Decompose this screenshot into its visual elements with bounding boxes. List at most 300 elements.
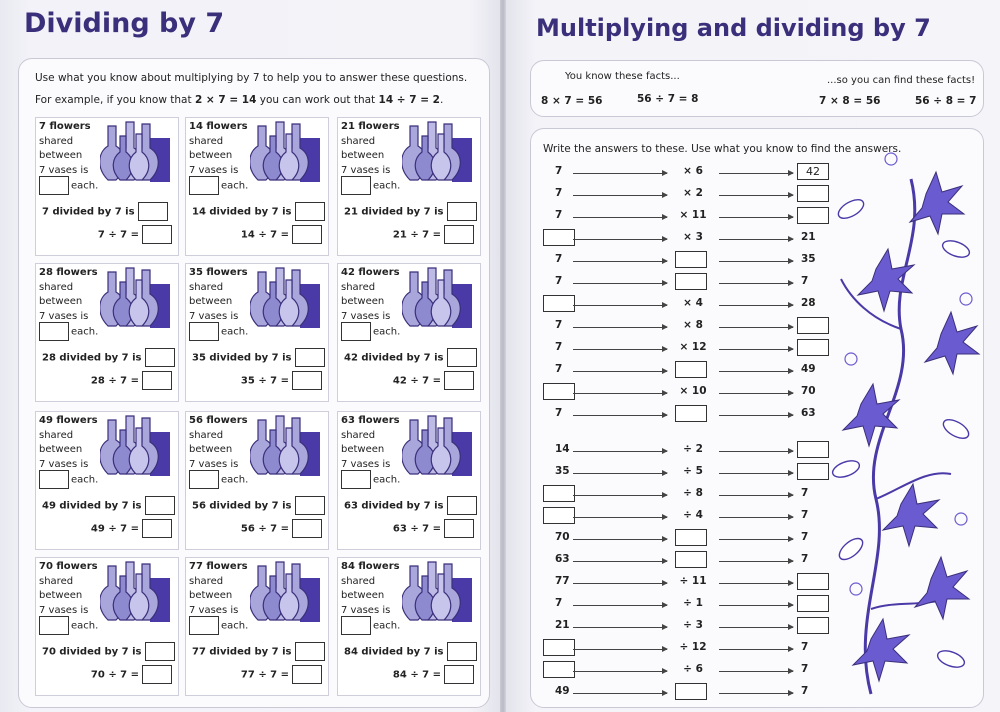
answer-box[interactable] (341, 470, 371, 489)
vases-label: 7 vases is (39, 310, 89, 322)
answer-box[interactable] (444, 371, 474, 390)
instruction-text: Write the answers to these. Use what you know to find the answers. (543, 143, 902, 155)
answer-box[interactable] (292, 519, 322, 538)
answer-box[interactable] (189, 322, 219, 341)
flower-vine-illustration (831, 139, 981, 699)
each-line (39, 322, 98, 341)
answer-box[interactable] (138, 202, 168, 221)
answer-box[interactable] (543, 661, 575, 678)
divided-label: 35 divided by 7 is (192, 352, 292, 364)
arrow (573, 517, 667, 518)
flowers-count: 35 flowers (189, 267, 248, 278)
operation: × 2 (683, 187, 703, 199)
answer-box[interactable] (39, 470, 69, 489)
arrow (573, 671, 667, 672)
each-label: each. (221, 620, 249, 632)
equation-line (393, 371, 474, 390)
operation: ÷ 5 (683, 465, 703, 477)
equation-label: 56 ÷ 7 = (240, 523, 289, 535)
facts-right-label: ...so you can find these facts! (827, 75, 976, 86)
answer-row (531, 573, 831, 593)
between-label: between (189, 296, 233, 307)
divided-label: 21 divided by 7 is (344, 206, 444, 218)
answer-box[interactable] (295, 348, 325, 367)
card-text (341, 266, 400, 324)
between-label: between (341, 444, 385, 455)
equation-label: 21 ÷ 7 = (392, 229, 441, 241)
divided-line (192, 202, 325, 221)
arrow (573, 239, 667, 240)
between-label: between (39, 296, 83, 307)
vases-illustration (250, 560, 326, 630)
flower-card (185, 117, 329, 256)
arrow (573, 349, 667, 350)
vases-label: 7 vases is (39, 604, 89, 616)
arrow (573, 473, 667, 474)
answer-row (531, 661, 831, 681)
divided-line (192, 496, 325, 515)
arrow (719, 451, 793, 452)
divided-label: 49 divided by 7 is (42, 500, 142, 512)
arrow (719, 649, 793, 650)
arrow (573, 393, 667, 394)
divided-line (42, 496, 175, 515)
start-number: 7 (555, 597, 563, 609)
answer-box[interactable] (341, 322, 371, 341)
answer-box[interactable] (447, 348, 477, 367)
arrow (573, 605, 667, 606)
example-pre: For example, if you know that (35, 94, 195, 106)
each-line (341, 322, 400, 341)
answer-box[interactable] (797, 207, 829, 224)
start-number: 7 (555, 209, 563, 221)
answer-box[interactable] (797, 595, 829, 612)
equation-label: 14 ÷ 7 = (240, 229, 289, 241)
flowers-count: 56 flowers (189, 415, 248, 426)
arrow (719, 693, 793, 694)
answer-box[interactable] (675, 251, 707, 268)
arrow (719, 195, 793, 196)
vases-label: 7 vases is (341, 310, 391, 322)
arrow (719, 415, 793, 416)
card-text (39, 560, 98, 618)
start-number: 77 (555, 575, 570, 587)
each-label: each. (221, 474, 249, 486)
answer-row (531, 639, 831, 659)
answer-box[interactable] (797, 463, 829, 480)
answer-box[interactable] (292, 665, 322, 684)
result-number: 7 (801, 685, 809, 697)
example-text (35, 94, 443, 106)
divided-line (192, 642, 325, 661)
answer-row (531, 229, 831, 249)
arrow (573, 495, 667, 496)
vases-label: 7 vases is (39, 164, 89, 176)
flower-card (337, 117, 481, 256)
arrow (719, 217, 793, 218)
operation: × 6 (683, 165, 703, 177)
start-number: 7 (555, 187, 563, 199)
start-number: 63 (555, 553, 570, 565)
between-label: between (39, 444, 83, 455)
operation: ÷ 1 (683, 597, 703, 609)
arrow (573, 561, 667, 562)
divided-label: 56 divided by 7 is (192, 500, 292, 512)
answer-box[interactable] (675, 405, 707, 422)
answer-box[interactable] (444, 665, 474, 684)
answer-row (531, 551, 831, 571)
divided-label: 42 divided by 7 is (344, 352, 444, 364)
result-number: 7 (801, 641, 809, 653)
vases-illustration (250, 414, 326, 484)
answer-row (531, 273, 831, 293)
arrow (573, 327, 667, 328)
each-label: each. (221, 326, 249, 338)
arrow (573, 415, 667, 416)
card-text (189, 560, 248, 618)
answer-box[interactable] (447, 496, 477, 515)
answer-row (531, 361, 831, 381)
answer-box[interactable] (295, 642, 325, 661)
vases-label: 7 vases is (39, 458, 89, 470)
arrow (573, 539, 667, 540)
answer-box[interactable] (797, 573, 829, 590)
answer-row (531, 683, 831, 703)
flowers-count: 70 flowers (39, 561, 98, 572)
flower-card (35, 263, 179, 402)
vases-illustration (100, 560, 176, 630)
answer-box[interactable] (447, 642, 477, 661)
page-title: Dividing by 7 (24, 8, 225, 39)
arrow (719, 305, 793, 306)
result-number: 7 (801, 663, 809, 675)
each-label: each. (373, 180, 401, 192)
arrow (719, 583, 793, 584)
equation-label: 84 ÷ 7 = (392, 669, 441, 681)
card-text (39, 414, 98, 472)
arrow (573, 649, 667, 650)
each-line (341, 616, 400, 635)
card-text (189, 266, 248, 324)
answer-box[interactable] (341, 616, 371, 635)
divided-label: 63 divided by 7 is (344, 500, 444, 512)
equation-line (241, 225, 322, 244)
arrow (719, 495, 793, 496)
each-label: each. (71, 620, 99, 632)
operation: ÷ 3 (683, 619, 703, 631)
answer-box[interactable] (543, 507, 575, 524)
equation-line (91, 665, 172, 684)
divided-line (192, 348, 325, 367)
start-number: 7 (555, 275, 563, 287)
answer-box[interactable] (797, 441, 829, 458)
page-title: Multiplying and dividing by 7 (536, 14, 931, 42)
fact-3: 7 × 8 = 56 (819, 95, 881, 107)
answer-row (531, 251, 831, 271)
equation-line (241, 519, 322, 538)
divided-label: 77 divided by 7 is (192, 646, 292, 658)
shared-label: shared (341, 281, 376, 293)
result-number: 70 (801, 385, 816, 397)
flower-card (35, 117, 179, 256)
result-number: 63 (801, 407, 816, 419)
answer-box[interactable] (39, 176, 69, 195)
each-line (189, 616, 248, 635)
each-label: each. (373, 620, 401, 632)
answer-box[interactable] (543, 383, 575, 400)
divided-line (42, 202, 168, 221)
answer-box[interactable] (675, 361, 707, 378)
answer-row (531, 507, 831, 527)
dividing-panel (18, 58, 490, 708)
card-text (39, 120, 91, 178)
flower-card (35, 557, 179, 696)
result-number: 7 (801, 487, 809, 499)
arrow (573, 451, 667, 452)
vases-label: 7 vases is (341, 458, 391, 470)
answer-box[interactable] (543, 639, 575, 656)
card-text (189, 414, 248, 472)
answer-box[interactable] (797, 617, 829, 634)
flowers-count: 42 flowers (341, 267, 400, 278)
vases-illustration (250, 120, 326, 190)
divided-label: 14 divided by 7 is (192, 206, 292, 218)
arrow (719, 371, 793, 372)
answer-row (531, 441, 831, 461)
answer-box[interactable] (292, 225, 322, 244)
each-line (341, 176, 400, 195)
flowers-count: 28 flowers (39, 267, 98, 278)
answer-box[interactable] (142, 665, 172, 684)
flower-card (185, 263, 329, 402)
arrow (573, 371, 667, 372)
shared-label: shared (341, 429, 376, 441)
answer-box[interactable] (675, 529, 707, 546)
operation: × 11 (679, 209, 707, 221)
arrow (719, 605, 793, 606)
start-number: 7 (555, 341, 563, 353)
shared-label: shared (39, 575, 74, 587)
answer-box[interactable] (295, 496, 325, 515)
arrow (719, 327, 793, 328)
answers-panel (530, 128, 984, 708)
answer-box[interactable] (145, 496, 175, 515)
arrow (573, 283, 667, 284)
result-number: 35 (801, 253, 816, 265)
start-number: 70 (555, 531, 570, 543)
answer-row (531, 529, 831, 549)
equation-line (393, 665, 474, 684)
operation: × 12 (679, 341, 707, 353)
answer-box[interactable] (543, 229, 575, 246)
operation: ÷ 2 (683, 443, 703, 455)
shared-label: shared (189, 429, 224, 441)
answer-box[interactable] (543, 295, 575, 312)
answer-box[interactable] (39, 616, 69, 635)
answer-box[interactable] (675, 551, 707, 568)
answer-box[interactable] (341, 176, 371, 195)
vases-label: 7 vases is (341, 604, 391, 616)
shared-label: shared (39, 135, 74, 147)
vases-illustration (250, 266, 326, 336)
equation-label: 28 ÷ 7 = (90, 375, 139, 387)
answer-row (531, 185, 831, 205)
operation: × 3 (683, 231, 703, 243)
facts-panel (530, 60, 984, 117)
answer-box[interactable] (675, 683, 707, 700)
fact-4: 56 ÷ 8 = 7 (915, 95, 977, 107)
vases-label: 7 vases is (341, 164, 391, 176)
answer-box[interactable] (189, 470, 219, 489)
answer-box[interactable] (145, 348, 175, 367)
answer-box[interactable] (675, 273, 707, 290)
vases-label: 7 vases is (189, 310, 239, 322)
operation: ÷ 4 (683, 509, 703, 521)
arrow (719, 627, 793, 628)
each-label: each. (71, 180, 99, 192)
answer-row (531, 317, 831, 337)
answer-box[interactable] (145, 642, 175, 661)
start-number: 7 (555, 363, 563, 375)
each-line (39, 470, 98, 489)
arrow (719, 539, 793, 540)
vases-illustration (402, 414, 478, 484)
flowers-count: 77 flowers (189, 561, 248, 572)
example-mid: you can work out that (256, 94, 379, 106)
divided-line (344, 348, 477, 367)
answer-box[interactable] (142, 371, 172, 390)
divided-label: 7 divided by 7 is (42, 206, 135, 218)
answer-row (531, 383, 831, 403)
divided-line (42, 642, 175, 661)
operation: ÷ 8 (683, 487, 703, 499)
start-number: 14 (555, 443, 570, 455)
shared-label: shared (341, 135, 376, 147)
equation-line (91, 519, 172, 538)
answer-row (531, 339, 831, 359)
vases-illustration (100, 414, 176, 484)
result-number: 7 (801, 553, 809, 565)
result-number: 21 (801, 231, 816, 243)
equation-line (241, 371, 322, 390)
each-line (189, 470, 248, 489)
example-fact: 2 × 7 = 14 (194, 94, 257, 106)
answer-box[interactable] (543, 485, 575, 502)
divided-line (344, 496, 477, 515)
answer-box[interactable] (189, 176, 219, 195)
each-line (39, 616, 98, 635)
start-number: 7 (555, 319, 563, 331)
operation: × 8 (683, 319, 703, 331)
result-number: 49 (801, 363, 816, 375)
result-number: 7 (801, 531, 809, 543)
each-line (39, 176, 98, 195)
answer-box[interactable] (142, 519, 172, 538)
card-text (39, 266, 98, 324)
arrow (573, 217, 667, 218)
card-text (189, 120, 248, 178)
vases-illustration (402, 560, 478, 630)
between-label: between (341, 590, 385, 601)
answer-box[interactable] (797, 339, 829, 356)
arrow (573, 583, 667, 584)
arrow (719, 473, 793, 474)
vases-illustration (100, 266, 176, 336)
start-number: 7 (555, 165, 563, 177)
vases-label: 7 vases is (189, 604, 239, 616)
between-label: between (189, 590, 233, 601)
answer-row (531, 617, 831, 637)
shared-label: shared (189, 281, 224, 293)
arrow (573, 195, 667, 196)
arrow (719, 671, 793, 672)
flower-card (337, 263, 481, 402)
answer-box[interactable] (444, 519, 474, 538)
answer-row (531, 405, 831, 425)
start-number: 49 (555, 685, 570, 697)
answer-box[interactable] (142, 225, 172, 244)
divided-line (344, 642, 477, 661)
flower-card (337, 411, 481, 550)
equation-line (393, 519, 474, 538)
vases-illustration (402, 266, 478, 336)
divided-label: 84 divided by 7 is (344, 646, 444, 658)
answer-row (531, 485, 831, 505)
shared-label: shared (39, 281, 74, 293)
start-number: 21 (555, 619, 570, 631)
result-number: 7 (801, 509, 809, 521)
answer-box[interactable] (295, 202, 325, 221)
answer-box[interactable] (444, 225, 474, 244)
result-number: 7 (801, 275, 809, 287)
equation-label: 49 ÷ 7 = (90, 523, 139, 535)
answer-box[interactable] (292, 371, 322, 390)
fact-1: 8 × 7 = 56 (541, 95, 603, 107)
equation-line (91, 371, 172, 390)
vases-illustration (402, 120, 478, 190)
equation-line (241, 665, 322, 684)
each-label: each. (71, 326, 99, 338)
shared-label: shared (39, 429, 74, 441)
answer-box[interactable] (189, 616, 219, 635)
equation-label: 35 ÷ 7 = (240, 375, 289, 387)
arrow (719, 393, 793, 394)
operation: ÷ 11 (679, 575, 707, 587)
operation: × 4 (683, 297, 703, 309)
equation-label: 77 ÷ 7 = (240, 669, 289, 681)
arrow (573, 693, 667, 694)
between-label: between (341, 296, 385, 307)
arrow (719, 239, 793, 240)
card-text (341, 414, 400, 472)
arrow (573, 305, 667, 306)
answer-row (531, 207, 831, 227)
start-number: 7 (555, 253, 563, 265)
flower-card (35, 411, 179, 550)
flowers-count: 63 flowers (341, 415, 400, 426)
arrow (719, 349, 793, 350)
answer-box[interactable] (447, 202, 477, 221)
shared-label: shared (189, 575, 224, 587)
facts-left-label: You know these facts... (565, 71, 680, 82)
arrow (719, 561, 793, 562)
answer-box[interactable]: 42 (797, 163, 829, 180)
answer-box[interactable] (797, 317, 829, 334)
equation-label: 7 ÷ 7 = (97, 229, 139, 241)
answer-box[interactable] (797, 185, 829, 202)
operation: ÷ 12 (679, 641, 707, 653)
answer-box[interactable] (39, 322, 69, 341)
